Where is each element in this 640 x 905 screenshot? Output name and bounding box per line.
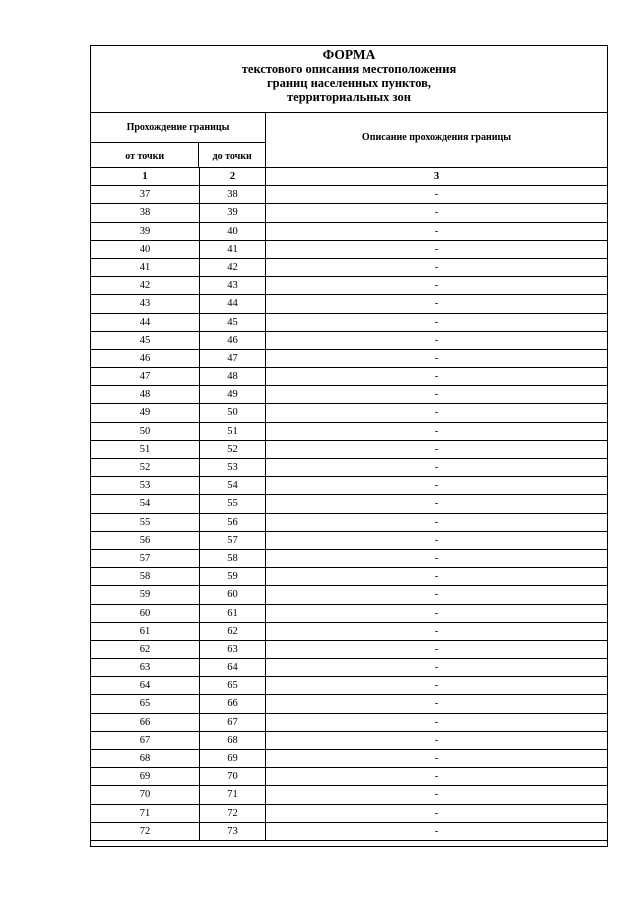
cell-description: - (434, 280, 439, 292)
col-number-3: 3 (433, 171, 440, 182)
form-title-line2: текстового описания местоположения (241, 62, 457, 76)
cell-description: - (434, 680, 439, 692)
table-row (91, 750, 607, 768)
cell-description: - (434, 516, 439, 528)
cell-to-point: 69 (200, 750, 266, 767)
table-row (91, 423, 607, 441)
cell-description: - (434, 189, 439, 201)
cell-to-point: 42 (200, 259, 266, 276)
cell-to-point: 58 (200, 550, 266, 567)
table-row (91, 786, 607, 804)
cell-description: - (434, 662, 439, 674)
cell-to-point: 57 (200, 532, 266, 549)
cell-from-point: 52 (91, 459, 200, 476)
cell-from-point: 45 (91, 332, 200, 349)
group-header-label: Прохождение границы (91, 113, 265, 143)
cell-from-point: 54 (91, 495, 200, 512)
cell-to-point: 46 (200, 332, 266, 349)
cell-from-point: 63 (91, 659, 200, 676)
cell-to-point: 67 (200, 714, 266, 731)
cell-description: - (434, 571, 439, 583)
cell-description: - (434, 243, 439, 255)
cell-from-point: 47 (91, 368, 200, 385)
table-row (91, 641, 607, 659)
col-number-2: 2 (200, 168, 266, 185)
subheader-row (91, 143, 265, 167)
column-number-row (91, 168, 607, 186)
cell-from-point: 65 (91, 695, 200, 712)
table-body (91, 186, 607, 841)
table-row (91, 332, 607, 350)
table-row (91, 514, 607, 532)
cell-from-point: 41 (91, 259, 200, 276)
cell-to-point: 51 (200, 423, 266, 440)
cell-from-point: 62 (91, 641, 200, 658)
cell-from-point: 48 (91, 386, 200, 403)
cell-to-point: 43 (200, 277, 266, 294)
cell-from-point: 72 (91, 823, 200, 840)
table-row (91, 459, 607, 477)
cell-to-point: 53 (200, 459, 266, 476)
cell-to-point: 60 (200, 586, 266, 603)
cell-to-point: 56 (200, 514, 266, 531)
cell-description: - (434, 207, 439, 219)
cell-description: - (434, 371, 439, 383)
table-row (91, 314, 607, 332)
cell-description: - (434, 480, 439, 492)
table-row (91, 350, 607, 368)
cell-from-point: 37 (91, 186, 200, 203)
cell-from-point: 51 (91, 441, 200, 458)
cell-from-point: 44 (91, 314, 200, 331)
cell-description: - (434, 425, 439, 437)
cell-to-point: 70 (200, 768, 266, 785)
cell-from-point: 38 (91, 204, 200, 221)
cell-from-point: 40 (91, 241, 200, 258)
cell-from-point: 66 (91, 714, 200, 731)
cell-description: - (434, 716, 439, 728)
table-row (91, 677, 607, 695)
cell-to-point: 45 (200, 314, 266, 331)
table-row (91, 223, 607, 241)
table-row (91, 186, 607, 204)
cell-description: - (434, 443, 439, 455)
cell-to-point: 38 (200, 186, 266, 203)
cell-description: - (434, 625, 439, 637)
cell-from-point: 70 (91, 786, 200, 803)
cell-description: - (434, 753, 439, 764)
cell-to-point: 52 (200, 441, 266, 458)
cell-to-point: 64 (200, 659, 266, 676)
cell-to-point: 54 (200, 477, 266, 494)
cell-from-point: 43 (91, 295, 200, 312)
table-row (91, 368, 607, 386)
table-header (91, 113, 607, 168)
cell-from-point: 55 (91, 514, 200, 531)
cell-to-point: 50 (200, 404, 266, 421)
cell-from-point: 60 (91, 605, 200, 622)
cell-to-point: 62 (200, 623, 266, 640)
table-row (91, 714, 607, 732)
cell-to-point: 47 (200, 350, 266, 367)
cell-from-point: 39 (91, 223, 200, 240)
table-row (91, 823, 607, 841)
table-row (91, 568, 607, 586)
table-row (91, 805, 607, 823)
cell-description: - (434, 643, 439, 655)
col-to-header: до точки (212, 151, 252, 162)
table-row (91, 732, 607, 750)
cell-from-point: 53 (91, 477, 200, 494)
cell-to-point: 44 (200, 295, 266, 312)
col-description-header: Описание прохождения границы (361, 132, 512, 143)
cell-description: - (434, 261, 439, 273)
table-row (91, 441, 607, 459)
cell-to-point: 49 (200, 386, 266, 403)
cell-description: - (434, 498, 439, 510)
table-row (91, 386, 607, 404)
cell-description: - (434, 789, 439, 801)
cell-description: - (434, 407, 439, 419)
table-row (91, 277, 607, 295)
cell-description: - (434, 807, 439, 819)
form-title-line1: ФОРМА (322, 47, 376, 62)
cell-from-point: 58 (91, 568, 200, 585)
cell-to-point: 71 (200, 786, 266, 803)
cell-from-point: 59 (91, 586, 200, 603)
cell-from-point: 50 (91, 423, 200, 440)
cell-from-point: 57 (91, 550, 200, 567)
table-row (91, 695, 607, 713)
table-row (91, 605, 607, 623)
cell-from-point: 46 (91, 350, 200, 367)
cell-from-point: 42 (91, 277, 200, 294)
table-row (91, 586, 607, 604)
cell-from-point: 71 (91, 805, 200, 822)
col-from-header: от точки (91, 143, 199, 167)
cell-to-point: 59 (200, 568, 266, 585)
cell-to-point: 72 (200, 805, 266, 822)
table-row (91, 659, 607, 677)
cell-from-point: 49 (91, 404, 200, 421)
cell-description: - (434, 298, 439, 310)
cell-to-point: 66 (200, 695, 266, 712)
cell-from-point: 64 (91, 677, 200, 694)
cell-description: - (434, 607, 439, 619)
table-row (91, 241, 607, 259)
cell-description: - (434, 734, 439, 746)
cell-description: - (434, 389, 439, 401)
cell-description: - (434, 534, 439, 546)
table-row (91, 404, 607, 422)
table-row (91, 495, 607, 513)
form-frame (90, 45, 608, 847)
table-row (91, 295, 607, 313)
table-row (91, 550, 607, 568)
cell-to-point: 41 (200, 241, 266, 258)
cell-to-point: 63 (200, 641, 266, 658)
cell-description: - (434, 225, 439, 237)
col-number-1: 1 (91, 168, 200, 185)
cell-description: - (434, 462, 439, 473)
cell-description: - (434, 352, 439, 364)
table-row (91, 623, 607, 641)
cell-to-point: 65 (200, 677, 266, 694)
cell-to-point: 40 (200, 223, 266, 240)
table-row (91, 532, 607, 550)
cell-from-point: 61 (91, 623, 200, 640)
cell-description: - (434, 552, 439, 564)
form-title-line3: границ населенных пунктов, (266, 76, 432, 90)
table-row (91, 259, 607, 277)
cell-to-point: 48 (200, 368, 266, 385)
cell-description: - (434, 316, 439, 328)
cell-description: - (434, 698, 439, 710)
cell-description: - (434, 771, 439, 783)
cell-to-point: 73 (200, 823, 266, 840)
cell-to-point: 39 (200, 204, 266, 221)
form-title-line4: территориальных зон (287, 90, 411, 104)
cell-to-point: 55 (200, 495, 266, 512)
table-row (91, 477, 607, 495)
cell-to-point: 68 (200, 732, 266, 749)
cell-from-point: 67 (91, 732, 200, 749)
cell-from-point: 68 (91, 750, 200, 767)
cell-to-point: 61 (200, 605, 266, 622)
form-title (91, 46, 607, 113)
cell-description: - (434, 589, 439, 601)
cell-from-point: 69 (91, 768, 200, 785)
cell-description: - (434, 825, 439, 837)
cell-from-point: 56 (91, 532, 200, 549)
boundary-group-header (91, 113, 266, 167)
table-row (91, 768, 607, 786)
cell-description: - (434, 334, 439, 346)
table-row (91, 204, 607, 222)
